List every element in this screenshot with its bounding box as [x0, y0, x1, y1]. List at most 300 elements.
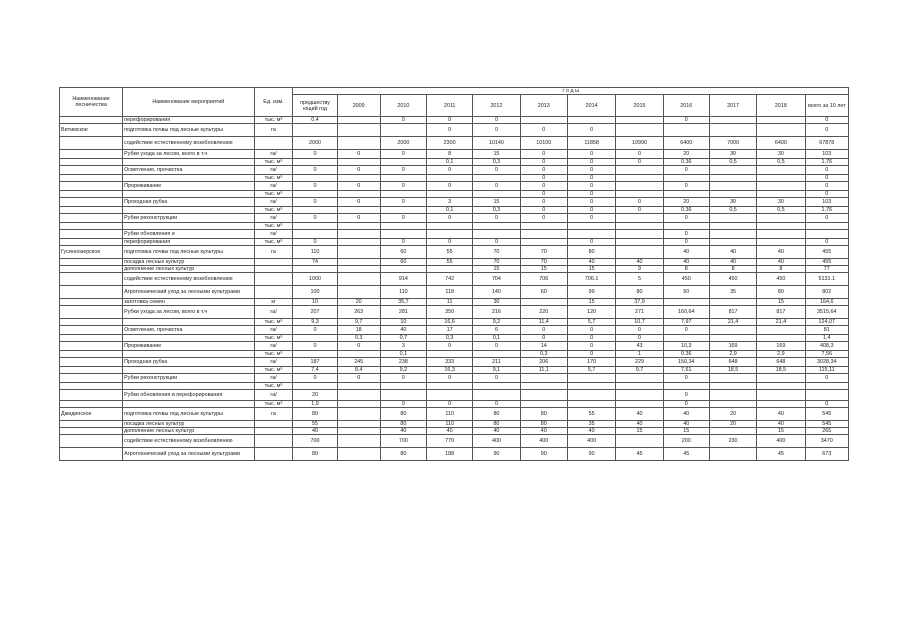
value-cell: 90 — [567, 448, 615, 461]
forestry-cell — [60, 198, 123, 207]
value-cell: 40 — [380, 326, 426, 335]
value-cell: 7,61 — [663, 367, 709, 374]
value-cell — [337, 259, 380, 266]
value-cell: 2000 — [380, 137, 426, 150]
table-row — [60, 159, 849, 166]
activity-cell: перефорирования — [123, 117, 254, 124]
table-row — [60, 306, 849, 319]
value-cell — [616, 374, 663, 383]
value-cell: 0 — [293, 374, 337, 383]
value-cell: 2,9 — [757, 351, 805, 358]
value-cell: 18,5 — [757, 367, 805, 374]
value-cell: 80 — [380, 421, 426, 428]
value-cell: 10,3 — [663, 342, 709, 351]
value-cell: 0 — [337, 214, 380, 223]
value-cell: 0 — [567, 326, 615, 335]
value-cell: 40 — [663, 259, 709, 266]
value-cell: 1000 — [293, 273, 337, 286]
value-cell: 0 — [293, 150, 337, 159]
forestry-cell — [60, 223, 123, 230]
value-cell — [709, 390, 756, 401]
value-cell: 2000 — [293, 137, 337, 150]
value-cell: 706.1 — [567, 273, 615, 286]
unit-cell — [254, 286, 293, 299]
value-cell: 90 — [473, 448, 520, 461]
value-cell: 700 — [293, 435, 337, 448]
value-cell: 0,4 — [293, 117, 337, 124]
value-cell: 81 — [805, 326, 848, 335]
value-cell: 40 — [520, 428, 567, 435]
value-cell — [337, 408, 380, 421]
value-cell — [337, 428, 380, 435]
value-cell: 0 — [663, 326, 709, 335]
value-cell: 9,3 — [293, 319, 337, 326]
value-cell: 0 — [663, 214, 709, 223]
value-cell: 0 — [805, 239, 848, 246]
value-cell: 164,6 — [805, 299, 848, 306]
table-row — [60, 273, 849, 286]
forestry-cell — [60, 182, 123, 191]
forestry-cell — [60, 367, 123, 374]
value-cell: 400 — [757, 435, 805, 448]
value-cell: 0 — [805, 166, 848, 175]
value-cell: 15 — [567, 299, 615, 306]
value-cell: 40 — [427, 428, 473, 435]
value-cell: 99 — [567, 286, 615, 299]
value-cell: 45 — [663, 448, 709, 461]
forestry-cell — [60, 351, 123, 358]
value-cell: 11 — [427, 299, 473, 306]
value-cell: 45 — [616, 448, 663, 461]
value-cell: 648 — [709, 358, 756, 367]
value-cell — [337, 390, 380, 401]
value-cell: 40 — [473, 428, 520, 435]
value-cell: 55 — [567, 408, 615, 421]
value-cell — [520, 390, 567, 401]
value-cell — [616, 239, 663, 246]
value-cell: 110 — [427, 421, 473, 428]
value-cell: 0 — [520, 150, 567, 159]
unit-cell: тыс. м³ — [254, 351, 293, 358]
value-cell — [757, 223, 805, 230]
value-cell: 187 — [293, 358, 337, 367]
value-cell: 80 — [293, 448, 337, 461]
value-cell: 0 — [380, 374, 426, 383]
value-cell: 400 — [567, 435, 615, 448]
value-cell — [616, 117, 663, 124]
activity-cell — [123, 335, 254, 342]
value-cell — [427, 383, 473, 390]
value-cell — [616, 401, 663, 408]
value-cell: 15 — [757, 428, 805, 435]
value-cell — [567, 401, 615, 408]
table-row — [60, 408, 849, 421]
value-cell: 21,4 — [709, 319, 756, 326]
value-cell — [757, 214, 805, 223]
year-header: 2012 — [473, 95, 520, 117]
table-row — [60, 448, 849, 461]
value-cell: 0 — [567, 239, 615, 246]
value-cell — [663, 383, 709, 390]
value-cell: 6400 — [663, 137, 709, 150]
value-cell: 0 — [520, 326, 567, 335]
value-cell: 16,6 — [427, 319, 473, 326]
value-cell — [293, 175, 337, 182]
forestry-cell: Витимское — [60, 124, 123, 137]
value-cell: 1 — [616, 351, 663, 358]
year-header: предшеству ющий год — [293, 95, 337, 117]
value-cell — [757, 374, 805, 383]
value-cell: 0 — [520, 214, 567, 223]
value-cell: 9,1 — [473, 367, 520, 374]
unit-cell: га/ — [254, 374, 293, 383]
value-cell — [337, 273, 380, 286]
value-cell: 0 — [427, 117, 473, 124]
value-cell: 245 — [337, 358, 380, 367]
value-cell: 648 — [757, 358, 805, 367]
value-cell — [473, 351, 520, 358]
value-cell: 169 — [757, 342, 805, 351]
value-cell: 0 — [663, 117, 709, 124]
value-cell — [757, 182, 805, 191]
value-cell: 40 — [567, 428, 615, 435]
value-cell: 15 — [616, 428, 663, 435]
value-cell: 5,7 — [567, 367, 615, 374]
value-cell: 0 — [473, 166, 520, 175]
value-cell: 0 — [427, 166, 473, 175]
value-cell — [520, 299, 567, 306]
value-cell: 271 — [616, 306, 663, 319]
value-cell — [757, 335, 805, 342]
value-cell — [757, 124, 805, 137]
value-cell: 0,3 — [473, 159, 520, 166]
activity-cell: содействие естественному возобновлению — [123, 137, 254, 150]
value-cell: 3515,64 — [805, 306, 848, 319]
value-cell: 0,3 — [473, 207, 520, 214]
value-cell: 281 — [380, 306, 426, 319]
value-cell: 706 — [520, 273, 567, 286]
value-cell: 8 — [427, 150, 473, 159]
value-cell: 206 — [520, 358, 567, 367]
value-cell: 7,56 — [805, 351, 848, 358]
value-cell: 211 — [473, 358, 520, 367]
value-cell: 9,7 — [337, 319, 380, 326]
activity-cell: подготовка почвы под лесные культуры — [123, 124, 254, 137]
value-cell: 0 — [380, 150, 426, 159]
forestry-cell — [60, 319, 123, 326]
value-cell: 0 — [473, 124, 520, 137]
value-cell — [427, 390, 473, 401]
table-row — [60, 150, 849, 159]
value-cell: 20 — [709, 421, 756, 428]
value-cell — [567, 383, 615, 390]
value-cell: 90 — [520, 448, 567, 461]
value-cell: 0 — [663, 166, 709, 175]
activity-cell — [123, 367, 254, 374]
value-cell: 40 — [293, 428, 337, 435]
value-cell: 3028,34 — [805, 358, 848, 367]
value-cell: 0 — [520, 191, 567, 198]
forestry-cell — [60, 137, 123, 150]
table-row — [60, 124, 849, 137]
value-cell: 0 — [293, 239, 337, 246]
unit-cell: га/ — [254, 342, 293, 351]
year-header: всего за 10 лет — [805, 95, 848, 117]
value-cell — [473, 230, 520, 239]
value-cell: 0 — [567, 159, 615, 166]
table-row — [60, 342, 849, 351]
value-cell: 450 — [709, 273, 756, 286]
value-cell — [427, 351, 473, 358]
value-cell — [616, 214, 663, 223]
value-cell: 0 — [663, 401, 709, 408]
value-cell: 140 — [473, 286, 520, 299]
forestry-cell — [60, 421, 123, 428]
value-cell — [337, 159, 380, 166]
value-cell: 0 — [805, 175, 848, 182]
value-cell: 77 — [805, 266, 848, 273]
value-cell: 0,5 — [709, 159, 756, 166]
value-cell — [473, 390, 520, 401]
value-cell: 0 — [663, 390, 709, 401]
activity-cell — [123, 191, 254, 198]
unit-cell: кг — [254, 299, 293, 306]
value-cell: 230 — [709, 435, 756, 448]
forestry-cell — [60, 335, 123, 342]
value-cell: 216 — [473, 306, 520, 319]
value-cell: 0,1 — [427, 207, 473, 214]
value-cell: 220 — [520, 306, 567, 319]
value-cell — [293, 266, 337, 273]
value-cell — [663, 299, 709, 306]
unit-cell: га/ — [254, 358, 293, 367]
value-cell: 0 — [293, 182, 337, 191]
value-cell: 6 — [473, 326, 520, 335]
value-cell: 7,4 — [293, 367, 337, 374]
table-row — [60, 367, 849, 374]
value-cell: 1,76 — [805, 159, 848, 166]
value-cell — [337, 117, 380, 124]
value-cell: 40 — [616, 408, 663, 421]
value-cell: 238 — [380, 358, 426, 367]
value-cell: 80 — [616, 286, 663, 299]
table-row — [60, 207, 849, 214]
value-cell: 10140 — [473, 137, 520, 150]
value-cell: 10100 — [520, 137, 567, 150]
value-cell: 5 — [616, 273, 663, 286]
value-cell: 0 — [427, 342, 473, 351]
value-cell — [380, 390, 426, 401]
value-cell: 0 — [616, 150, 663, 159]
value-cell — [337, 401, 380, 408]
value-cell — [616, 191, 663, 198]
value-cell: 14 — [520, 342, 567, 351]
forestry-cell — [60, 286, 123, 299]
forestry-cell — [60, 273, 123, 286]
value-cell: 770 — [427, 435, 473, 448]
value-cell: 80 — [520, 421, 567, 428]
value-cell: 169 — [709, 342, 756, 351]
value-cell: 0 — [337, 198, 380, 207]
value-cell — [520, 239, 567, 246]
value-cell — [709, 214, 756, 223]
value-cell: 35 — [709, 286, 756, 299]
value-cell — [473, 223, 520, 230]
value-cell: 124,07 — [805, 319, 848, 326]
value-cell: 40 — [757, 421, 805, 428]
value-cell: 30 — [473, 299, 520, 306]
value-cell: 110 — [380, 286, 426, 299]
value-cell: 120 — [567, 306, 615, 319]
value-cell: 400 — [520, 435, 567, 448]
activity-cell: Осветление, прочистка — [123, 166, 254, 175]
value-cell: 0.36 — [663, 159, 709, 166]
unit-cell: тыс. м³ — [254, 239, 293, 246]
value-cell — [337, 286, 380, 299]
value-cell — [567, 230, 615, 239]
value-cell: 15 — [473, 150, 520, 159]
value-cell: 115,11 — [805, 367, 848, 374]
table-row — [60, 358, 849, 367]
value-cell: 0 — [337, 342, 380, 351]
value-cell: 0 — [380, 117, 426, 124]
unit-cell — [254, 448, 293, 461]
table-row — [60, 401, 849, 408]
value-cell — [473, 175, 520, 182]
value-cell: 9 — [616, 266, 663, 273]
value-cell: 0 — [567, 342, 615, 351]
value-cell: 0 — [567, 198, 615, 207]
value-cell: 673 — [805, 448, 848, 461]
table-row — [60, 117, 849, 124]
table-row — [60, 191, 849, 198]
activity-cell: Прореживание — [123, 342, 254, 351]
value-cell — [380, 207, 426, 214]
value-cell — [757, 175, 805, 182]
activity-cell: Агротехнический уход за лесными культурами — [123, 286, 254, 299]
value-cell: 0 — [427, 374, 473, 383]
value-cell: 400 — [473, 435, 520, 448]
unit-cell: тыс. м³ — [254, 319, 293, 326]
value-cell — [380, 223, 426, 230]
value-cell: 0 — [427, 182, 473, 191]
value-cell: 0 — [473, 374, 520, 383]
activity-cell: содействие естественному возобновлению — [123, 435, 254, 448]
value-cell: 0,1 — [473, 335, 520, 342]
value-cell — [337, 191, 380, 198]
unit-cell: га/ — [254, 214, 293, 223]
value-cell: 455 — [805, 259, 848, 266]
value-cell — [293, 207, 337, 214]
value-cell: 70 — [473, 246, 520, 259]
value-cell: 8 — [663, 266, 709, 273]
value-cell: 817 — [757, 306, 805, 319]
value-cell: 7,97 — [663, 319, 709, 326]
forestry-cell — [60, 230, 123, 239]
forestry-cell — [60, 383, 123, 390]
value-cell: 15 — [473, 198, 520, 207]
value-cell: 0 — [663, 182, 709, 191]
value-cell: 0 — [473, 239, 520, 246]
table-row — [60, 351, 849, 358]
value-cell — [427, 223, 473, 230]
value-cell: 0 — [427, 239, 473, 246]
activity-cell — [123, 223, 254, 230]
table-row — [60, 383, 849, 390]
value-cell: 0 — [473, 342, 520, 351]
unit-cell: тыс. м³ — [254, 159, 293, 166]
value-cell: 8 — [757, 266, 805, 273]
forestry-activities-table — [59, 87, 849, 461]
forestry-cell — [60, 401, 123, 408]
value-cell: 0 — [520, 124, 567, 137]
unit-cell: га/ — [254, 390, 293, 401]
value-cell — [337, 266, 380, 273]
activity-cell: Проходная рубка — [123, 198, 254, 207]
value-cell: 60 — [380, 246, 426, 259]
value-cell: 0 — [663, 230, 709, 239]
value-cell — [709, 326, 756, 335]
unit-cell: га — [254, 124, 293, 137]
value-cell: 3 — [427, 198, 473, 207]
value-cell: 100 — [293, 286, 337, 299]
activity-cell: Рубки реконструкции — [123, 214, 254, 223]
forestry-cell — [60, 448, 123, 461]
value-cell: 21,4 — [757, 319, 805, 326]
value-cell — [520, 223, 567, 230]
activity-cell: посадка лесных культур — [123, 421, 254, 428]
value-cell: 40 — [616, 421, 663, 428]
value-cell: 40 — [757, 259, 805, 266]
value-cell: 80 — [520, 408, 567, 421]
value-cell: 80 — [380, 408, 426, 421]
unit-cell — [254, 435, 293, 448]
unit-cell: тыс. м³ — [254, 401, 293, 408]
value-cell — [616, 383, 663, 390]
value-cell: 2,9 — [709, 351, 756, 358]
value-cell: 70 — [473, 259, 520, 266]
value-cell: 30 — [709, 150, 756, 159]
year-header: 2016 — [663, 95, 709, 117]
value-cell: 37,9 — [616, 299, 663, 306]
value-cell: 6400 — [757, 137, 805, 150]
value-cell — [337, 448, 380, 461]
unit-cell — [254, 259, 293, 266]
table-row — [60, 239, 849, 246]
value-cell: 10 — [293, 299, 337, 306]
value-cell: 40 — [663, 421, 709, 428]
value-cell: 207 — [293, 306, 337, 319]
year-header: 2015 — [616, 95, 663, 117]
activity-cell: дополнение лесных культур — [123, 428, 254, 435]
table-row — [60, 166, 849, 175]
value-cell — [616, 390, 663, 401]
year-header: 2013 — [520, 95, 567, 117]
value-cell: 103 — [805, 150, 848, 159]
value-cell: 0 — [380, 198, 426, 207]
table-row — [60, 266, 849, 273]
value-cell: 9,2 — [380, 367, 426, 374]
value-cell — [709, 191, 756, 198]
value-cell: 5131.1 — [805, 273, 848, 286]
value-cell: 8 — [709, 266, 756, 273]
value-cell: 40 — [709, 246, 756, 259]
activity-cell: Рубки обновления и — [123, 230, 254, 239]
value-cell: 0 — [616, 326, 663, 335]
table-row — [60, 182, 849, 191]
value-cell: 0 — [567, 182, 615, 191]
forestry-cell — [60, 435, 123, 448]
